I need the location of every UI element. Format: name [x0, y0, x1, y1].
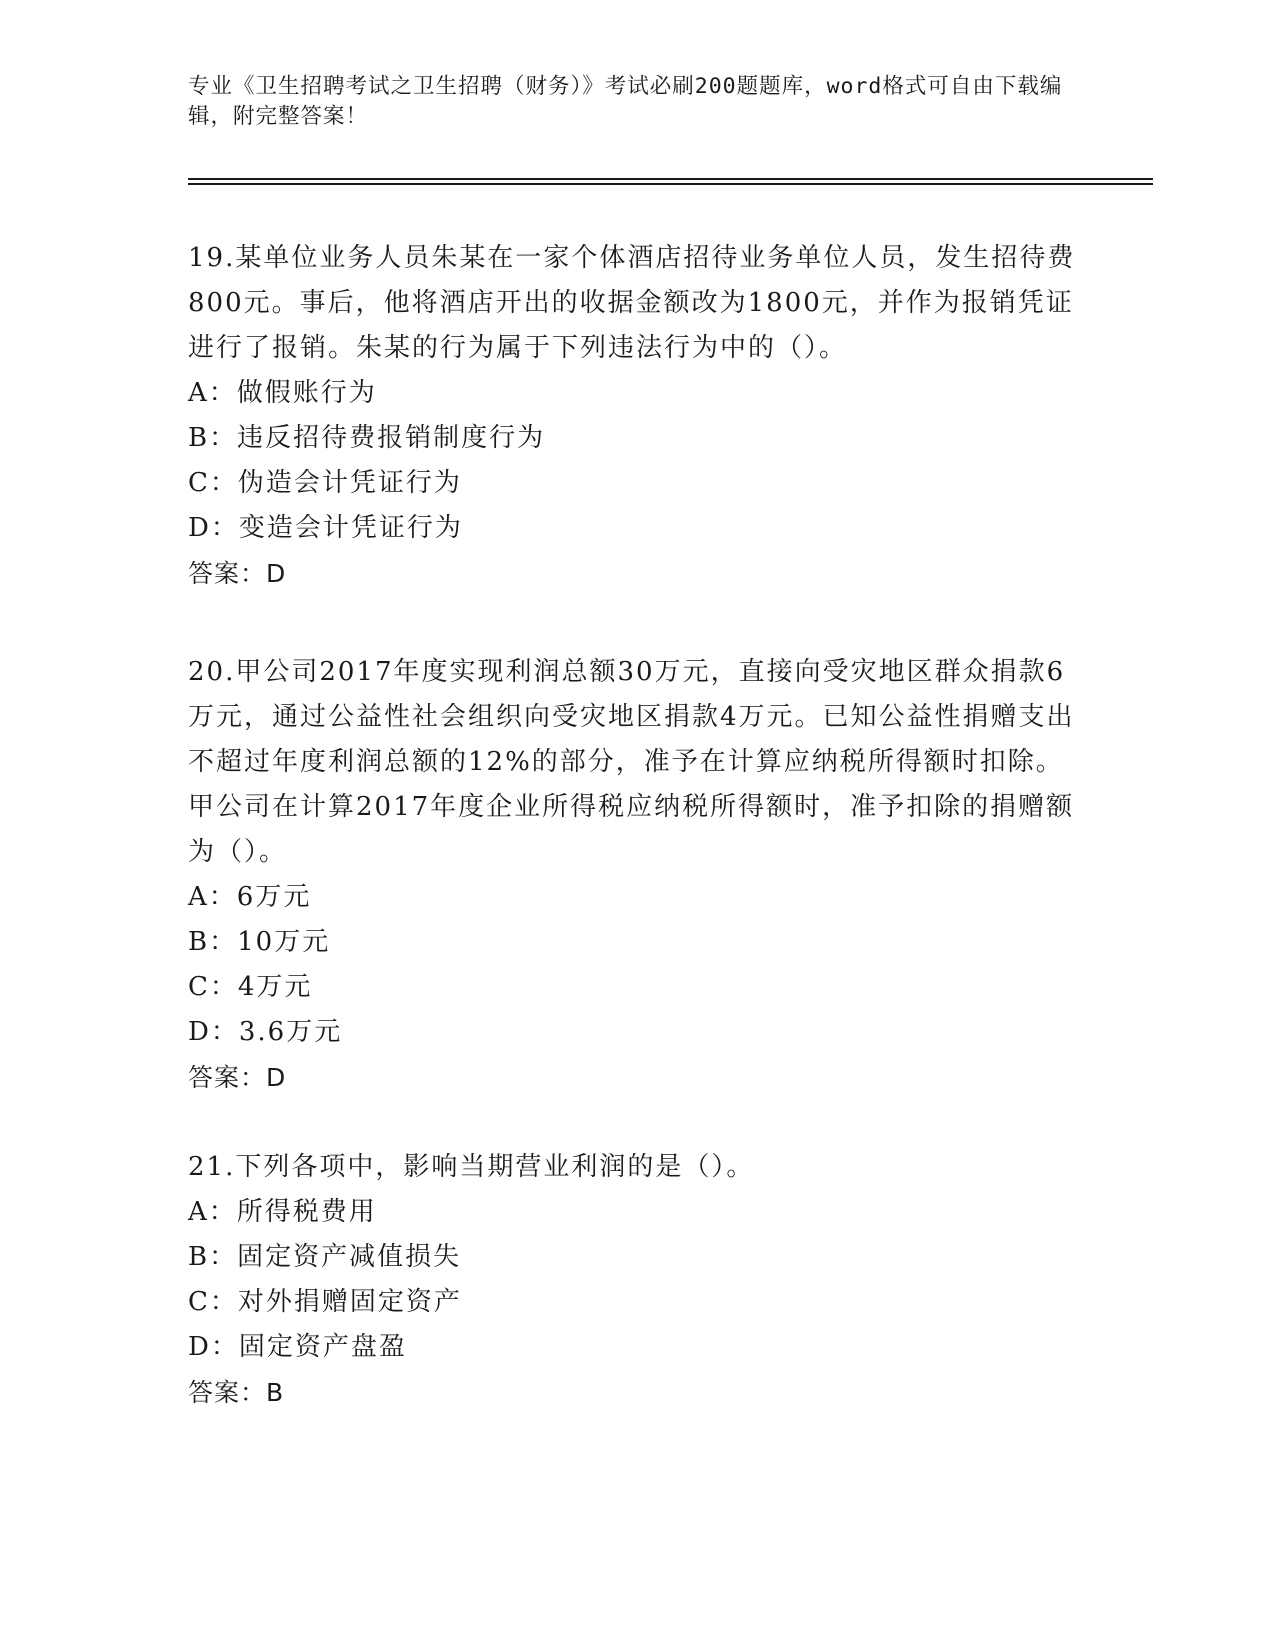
question-stem: 21.下列各项中，影响当期营业利润的是（）。 [188, 1152, 755, 1182]
option-b: B：违反招待费报销制度行为 [188, 423, 546, 453]
question-19 [188, 236, 1078, 596]
question-21 [188, 1145, 1078, 1415]
option-a: A：做假账行为 [188, 378, 377, 408]
header-divider-bottom [188, 183, 1153, 185]
answer: 答案：D [188, 1063, 287, 1092]
option-a: A：所得税费用 [188, 1197, 377, 1227]
option-c: C：对外捐赠固定资产 [188, 1287, 462, 1317]
document-header: 专业《卫生招聘考试之卫生招聘（财务）》考试必刷200题题库，word格式可自由下载编辑，附完整答案！ [188, 74, 1063, 129]
option-d: D：固定资产盘盈 [188, 1332, 407, 1362]
answer: 答案：B [188, 1378, 285, 1407]
answer: 答案：D [188, 559, 287, 588]
question-stem: 19.某单位业务人员朱某在一家个体酒店招待业务单位人员，发生招待费800元。事后，他将酒店开出的收据金额改为1800元，并作为报销凭证进行了报销。朱某的行为属于下列违法行为中的（）。 [188, 243, 1076, 363]
option-b: B：10万元 [188, 927, 331, 957]
option-d: D：3.6万元 [188, 1017, 343, 1047]
option-c: C：4万元 [188, 972, 313, 1002]
header-divider-top [188, 178, 1153, 180]
option-c: C：伪造会计凭证行为 [188, 468, 462, 498]
question-20 [188, 650, 1078, 1100]
option-d: D：变造会计凭证行为 [188, 513, 463, 543]
option-b: B：固定资产减值损失 [188, 1242, 462, 1272]
question-stem: 20.甲公司2017年度实现利润总额30万元，直接向受灾地区群众捐款6万元，通过公益性社会组织向受灾地区捐款4万元。已知公益性捐赠支出不超过年度利润总额的12%的部分，准予在计算应纳税所得额时扣除。甲公司在计算2017年度企业所得税应纳税所得额时，准予扣除的捐赠额为（）。 [188, 657, 1075, 867]
option-a: A：6万元 [188, 882, 312, 912]
